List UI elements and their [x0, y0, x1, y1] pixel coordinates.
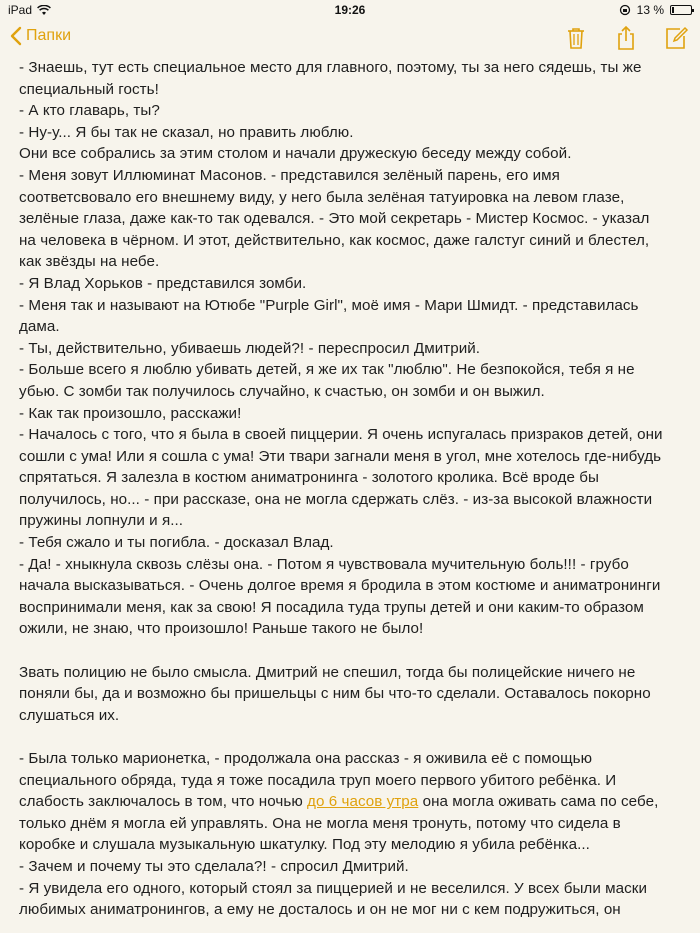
note-line: дама. — [19, 318, 60, 336]
back-button-label: Папки — [26, 27, 71, 44]
note-link-line: слабость заключалось в том, что ночью до 6 часов утра она могла оживать сама по себе, — [19, 793, 659, 811]
note-line: - Меня зовут Иллюминат Масонов. - представился зелёный парень, его имя — [19, 166, 560, 184]
trash-icon[interactable] — [562, 24, 590, 52]
note-line: специальный гость! — [19, 80, 159, 98]
note-blank-line — [19, 726, 691, 748]
note-line: - Ты, действительно, убиваешь людей?! - переспросил Дмитрий. — [19, 339, 481, 357]
status-time: 19:26 — [334, 3, 366, 17]
chevron-left-icon — [10, 26, 22, 46]
note-lines-after — [19, 813, 691, 921]
note-line: коробке и слушала музыкальную шкатулку. Под эту мелодию я убила ребёнка... — [19, 836, 590, 854]
nav-actions — [562, 24, 690, 52]
note-line: Они все собрались за этим столом и начали дружескую беседу между собой. — [19, 145, 572, 163]
battery-fill — [672, 7, 674, 13]
note-line: получилось, но... - при рассказе, она не могла сдержать слёз. - из-за высокой влажности — [19, 490, 653, 508]
note-line: - Меня так и называют на Ютюбе "Purple Girl", моё имя - Мари Шмидт. - представилась — [19, 296, 639, 314]
note-line: - А кто главарь, ты? — [19, 102, 160, 120]
status-bar — [0, 0, 700, 20]
note-body[interactable] — [19, 54, 691, 933]
rotation-lock-icon — [619, 4, 631, 16]
note-line: спрятаться. Я залезла в костюм аниматронинга - золотого кролика. Всё вроде бы — [19, 469, 599, 487]
compose-icon[interactable] — [662, 24, 690, 52]
note-lines — [19, 57, 691, 791]
note-line: - Началось с того, что я была в своей пиццерии. Я очень испугалась призраков детей, они — [19, 426, 663, 444]
note-line: ожили, не знаю, что произошло! Раньше такого не было! — [19, 620, 424, 638]
note-line: только днём я могла ей управлять. Она не могла меня тронуть, потому что сидела в — [19, 814, 621, 832]
note-line: убью. С зомби так получилось случайно, к счастью, он зомби и он выжил. — [19, 382, 545, 400]
note-line: - Ну-у... Я бы так не сказал, но править люблю. — [19, 123, 354, 141]
nav-bar — [0, 20, 700, 56]
note-line: как звёзды на небе. — [19, 253, 160, 271]
note-line: - Больше всего я люблю убивать детей, я же их так "люблю". Не безпокойся, тебя я не — [19, 361, 635, 379]
battery-icon — [670, 5, 692, 15]
note-line: - Я увидела его одного, который стоял за пиццерией и не веселился. У всех были маски — [19, 879, 647, 897]
note-line: - Я Влад Хорьков - представился зомби. — [19, 274, 307, 292]
note-line: начала высказываться. - Очень долгое время я бродила в этом костюме и аниматронинги — [19, 577, 661, 595]
note-line: поняли бы, да и возможно бы пришельцы с ним бы что-то сделали. Оставалось покорно — [19, 685, 651, 703]
note-line: - Знаешь, тут есть специальное место для главного, поэтому, ты за него сядешь, ты же — [19, 59, 642, 76]
battery-percent: 13 % — [636, 3, 664, 17]
note-line: на человека в чёрном. И этот, действительно, как космос, даже галстуг синий и блестел, — [19, 231, 650, 249]
note-line: Звать полицию не было смысла. Дмитрий не спешил, тогда бы полицейские ничего не — [19, 663, 636, 681]
note-line: пружины лопнули и я... — [19, 512, 184, 530]
note-blank-line — [19, 640, 691, 662]
note-line: - Была только марионетка, - продолжала она рассказ - я оживила её с помощью — [19, 750, 593, 767]
note-hidden-line — [19, 54, 691, 58]
note-line: - Как так произошло, расскажи! — [19, 404, 242, 422]
note-line: специального обряда, туда я тоже посадила труп моего первого убитого ребёнка. И — [19, 771, 617, 789]
status-right — [619, 3, 692, 17]
date-link[interactable]: до 6 часов утра — [307, 793, 419, 811]
note-line: - Тебя сжало и ты погибла. - досказал Влад. — [19, 534, 334, 552]
note-line: слушаться их. — [19, 706, 120, 724]
device-label: iPad — [8, 3, 33, 17]
note-line: воспринимали меня, как за свою! Я посадила туда трупы детей и они каким-то образом — [19, 598, 644, 616]
share-icon[interactable] — [612, 24, 640, 52]
note-line: соответсвовало его внешнему виду, у него была зелёная татуировка на левом глазе, — [19, 188, 625, 206]
back-button[interactable] — [10, 26, 71, 46]
note-line: - Да! - хныкнула сквозь слёзы она. - Потом я чувствовала мучительную боль!!! - грубо — [19, 555, 629, 573]
note-line: зелёные глаза, даже как-то так одевался. - Это мой секретарь - Мистер Космос. - указал — [19, 210, 650, 228]
note-line: любимых аниматронингов, а ему не досталось и он не мог ни с кем подружиться, он — [19, 901, 621, 919]
note-line: - Зачем и почему ты это сделала?! - спросил Дмитрий. — [19, 857, 409, 875]
note-line: сошли с ума! Или я сошла с ума! Эти твари загнали меня в угол, мне хотелось где-нибудь — [19, 447, 662, 465]
